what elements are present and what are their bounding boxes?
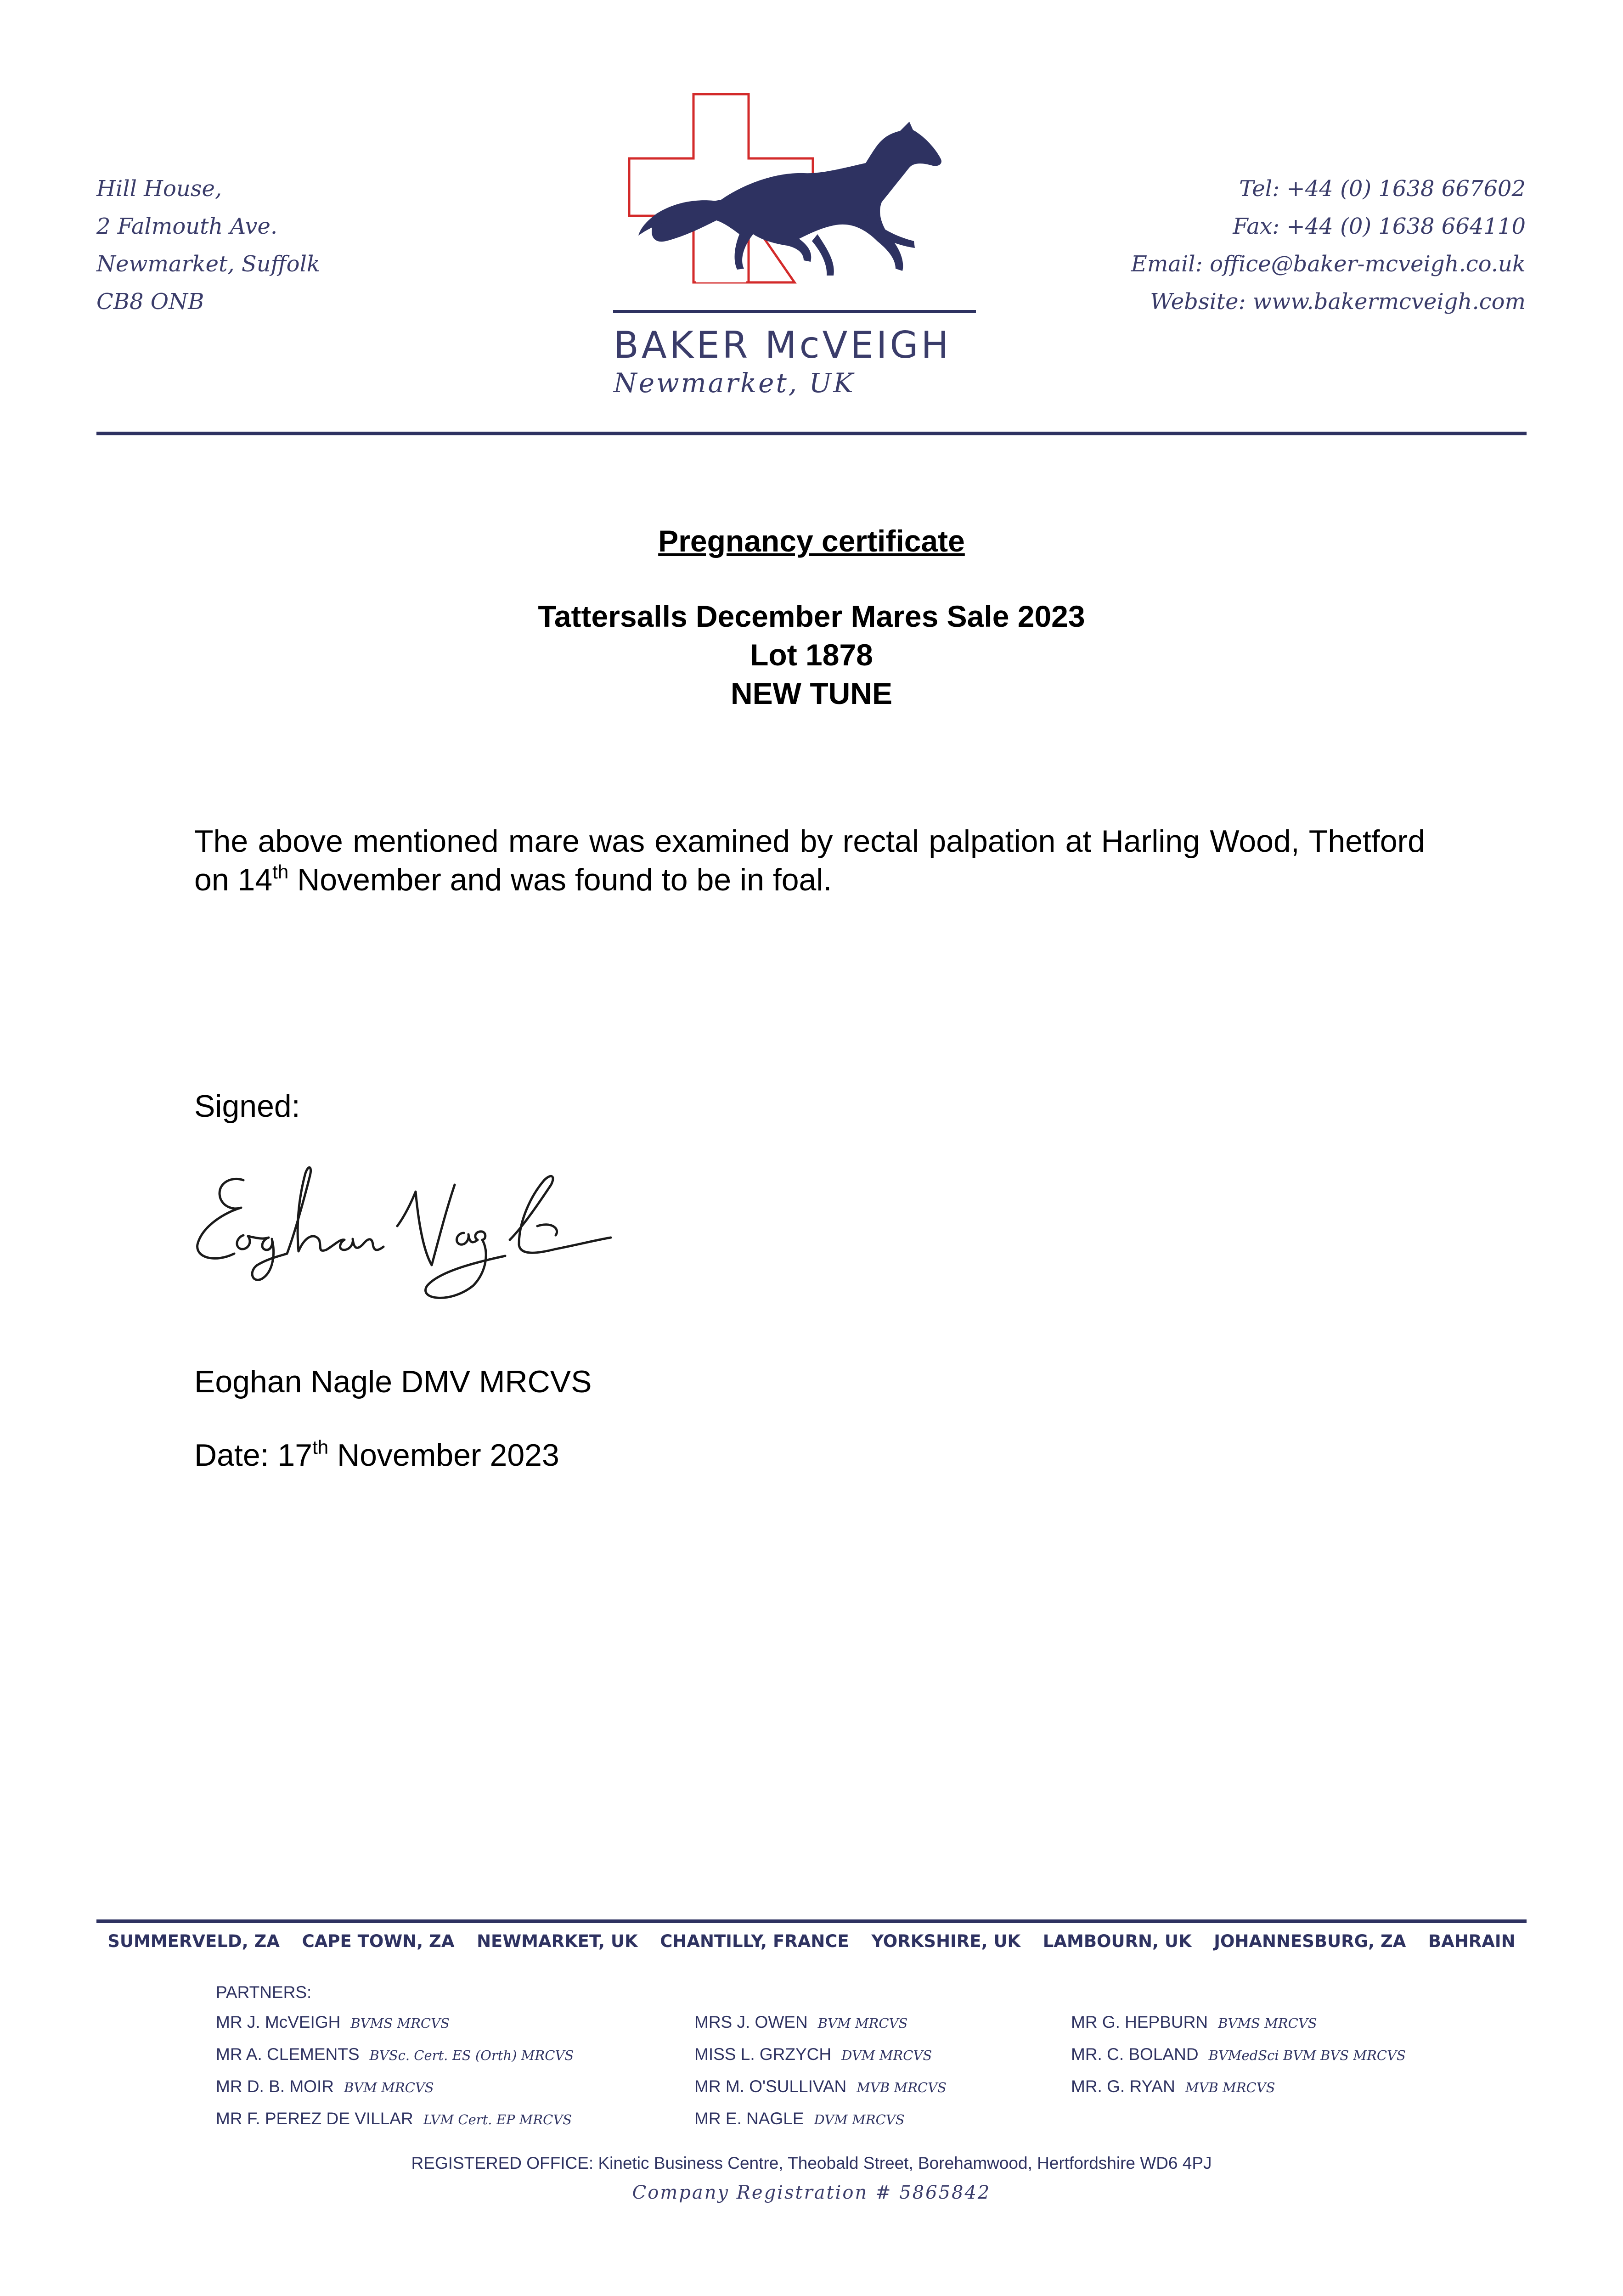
partners-column <box>694 2007 947 2135</box>
header-divider <box>96 432 1527 435</box>
partners-column <box>216 2007 574 2135</box>
partner-name: MR. C. BOLAND <box>1071 2045 1199 2064</box>
partner-entry <box>1071 2039 1406 2071</box>
certificate-date <box>194 1437 559 1473</box>
partner-entry <box>694 2071 947 2103</box>
partner-name: MR A. CLEMENTS <box>216 2045 360 2064</box>
date-suffix: November 2023 <box>328 1438 559 1473</box>
statement-text: The above mentioned mare was examined by rectal palpation at Harling Wood, Thetford on 14 <box>194 824 1425 897</box>
partner-name: MR F. PEREZ DE VILLAR <box>216 2109 413 2128</box>
contact-fax: Fax: +44 (0) 1638 664110 <box>1233 214 1526 239</box>
partner-entry <box>694 2039 947 2071</box>
company-registration: Company Registration # 5865842 <box>632 2182 991 2203</box>
address-block <box>96 170 320 321</box>
location-item: NEWMARKET, UK <box>477 1931 638 1951</box>
partner-name: MISS L. GRZYCH <box>694 2045 832 2064</box>
partners-label: PARTNERS: <box>216 1983 312 2002</box>
location-item: JOHANNESBURG, ZA <box>1214 1931 1406 1951</box>
partner-name: MR D. B. MOIR <box>216 2077 334 2096</box>
partner-entry <box>1071 2071 1406 2103</box>
location-item: SUMMERVELD, ZA <box>107 1931 280 1951</box>
statement-ordinal: th <box>272 861 289 883</box>
page-title: Pregnancy certificate <box>658 524 965 558</box>
examination-statement <box>194 822 1425 899</box>
contact-website: Website: www.bakermcveigh.com <box>1150 289 1526 315</box>
partner-entry <box>1071 2007 1406 2039</box>
partner-qualification: BVM MRCVS <box>817 2015 908 2031</box>
contact-email: Email: office@baker-mcveigh.co.uk <box>1131 251 1526 277</box>
handwritten-signature <box>188 1148 625 1300</box>
signed-label: Signed: <box>194 1089 300 1124</box>
location-item: LAMBOURN, UK <box>1043 1931 1192 1951</box>
partner-name: MR. G. RYAN <box>1071 2077 1175 2096</box>
lot-number: Lot 1878 <box>750 638 873 672</box>
signatory-name: Eoghan Nagle DMV MRCVS <box>194 1364 592 1399</box>
statement-text-end: November and was found to be in foal. <box>288 862 832 897</box>
partner-entry <box>216 2007 574 2039</box>
partner-qualification: BVSc. Cert. ES (Orth) MRCVS <box>369 2048 574 2063</box>
horse-and-cross-icon <box>606 90 983 324</box>
partner-entry <box>216 2071 574 2103</box>
partner-entry <box>694 2103 947 2135</box>
date-prefix: Date: 17 <box>194 1438 313 1473</box>
address-line: CB8 ONB <box>96 289 204 315</box>
partner-qualification: DVM MRCVS <box>841 2048 932 2063</box>
footer-divider <box>96 1919 1527 1923</box>
address-line: Hill House, <box>96 176 222 202</box>
partner-qualification: DVM MRCVS <box>814 2112 905 2127</box>
location-item: YORKSHIRE, UK <box>871 1931 1021 1951</box>
partner-qualification: MVB MRCVS <box>1185 2080 1275 2095</box>
location-item: BAHRAIN <box>1428 1931 1516 1951</box>
sale-name: Tattersalls December Mares Sale 2023 <box>538 599 1085 633</box>
location-item: CAPE TOWN, ZA <box>302 1931 455 1951</box>
brand-name: BAKER McVEIGH <box>614 324 952 366</box>
date-ordinal: th <box>312 1436 329 1458</box>
partner-qualification: MVB MRCVS <box>857 2080 947 2095</box>
contact-phone: Tel: +44 (0) 1638 667602 <box>1239 176 1526 202</box>
partner-entry <box>694 2007 947 2039</box>
partner-name: MR E. NAGLE <box>694 2109 804 2128</box>
partner-name: MRS J. OWEN <box>694 2013 808 2032</box>
registered-office: REGISTERED OFFICE: Kinetic Business Centre, Theobald Street, Borehamwood, Hertfordshire WD6 4PJ <box>411 2154 1212 2172</box>
sale-details <box>0 597 1623 713</box>
location-item: CHANTILLY, FRANCE <box>660 1931 849 1951</box>
horse-name: NEW TUNE <box>731 676 892 710</box>
partner-entry <box>216 2103 574 2135</box>
address-line: 2 Falmouth Ave. <box>96 214 278 239</box>
contact-block <box>1131 170 1526 321</box>
partner-qualification: LVM Cert. EP MRCVS <box>423 2112 572 2127</box>
office-locations <box>96 1931 1527 1951</box>
partners-column <box>1071 2007 1406 2103</box>
partner-qualification: BVMS MRCVS <box>350 2015 450 2031</box>
brand-location: Newmarket, UK <box>614 367 855 399</box>
partner-qualification: BVMedSci BVM BVS MRCVS <box>1208 2048 1406 2063</box>
partner-qualification: BVMS MRCVS <box>1218 2015 1317 2031</box>
partner-entry <box>216 2039 574 2071</box>
partner-name: MR G. HEPBURN <box>1071 2013 1208 2032</box>
partner-qualification: BVM MRCVS <box>344 2080 434 2095</box>
address-line: Newmarket, Suffolk <box>96 251 321 277</box>
partner-name: MR M. O'SULLIVAN <box>694 2077 847 2096</box>
partner-name: MR J. McVEIGH <box>216 2013 341 2032</box>
